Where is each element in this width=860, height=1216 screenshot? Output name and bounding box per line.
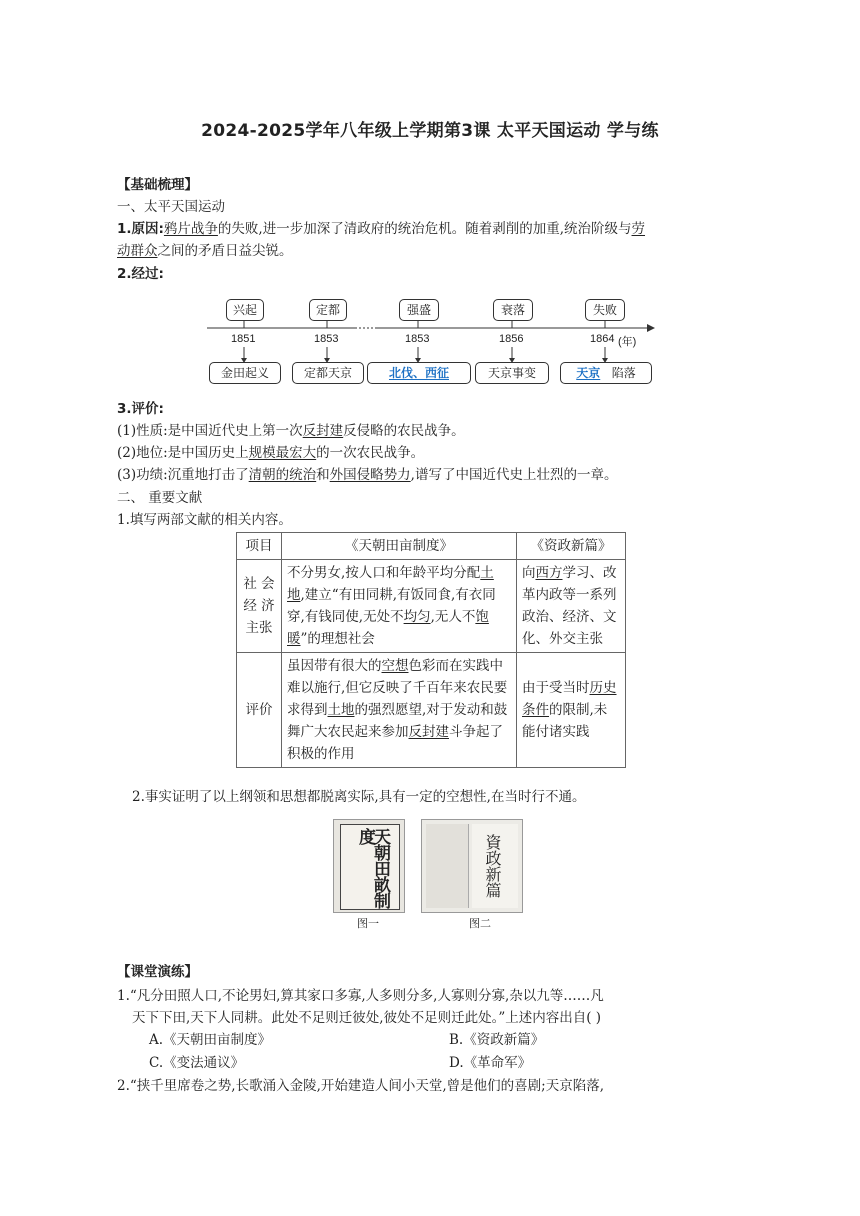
year-1853a: 1853 xyxy=(314,333,339,345)
answer-qing-rule: 清朝的统治 xyxy=(248,467,317,483)
cell-text: 学习、改革内政等一系列政治、经济、文化、外交主张 xyxy=(522,565,617,647)
question-1-line-2: 天下下田,天下人同耕。此处不足则迁彼处,彼处不足则迁此处。”上述内容出自( ) xyxy=(132,1010,602,1026)
year-1851: 1851 xyxy=(231,333,256,345)
figure-2-caption: 图二 xyxy=(469,917,491,930)
section-header-basics: 【基础梳理】 xyxy=(117,177,198,193)
q1-option-d: D.《革命军》 xyxy=(449,1055,532,1071)
figure-1-image xyxy=(333,819,405,913)
eval-achievement xyxy=(117,465,617,485)
question-1-line-1: 1.“凡分田照人口,不论男妇,算其家口多寡,人多则分多,人寡则分寡,杂以九等……凡 xyxy=(117,988,604,1004)
q1-option-a: A.《天朝田亩制度》 xyxy=(149,1032,272,1048)
table-header: 《天朝田亩制度》 xyxy=(282,533,517,560)
answer-land: 土地 xyxy=(287,565,494,603)
answer-north-west: 北伐、西征 xyxy=(388,366,449,380)
answer-foreign-forces: 外国侵略势力 xyxy=(329,467,411,483)
row-header-evaluation: 评价 xyxy=(237,653,282,768)
eval3-text-2: ,谱写了中国近代史上壮烈的一章。 xyxy=(410,467,618,483)
cell-text: ,无人不 xyxy=(430,609,476,625)
year-1864: 1864 xyxy=(590,333,615,345)
cell-text: 由于受当时 xyxy=(522,680,590,696)
event-jintian-uprising: 金田起义 xyxy=(209,362,281,384)
table-row xyxy=(237,560,626,653)
answer-laboring-masses-1: 劳 xyxy=(631,221,646,237)
part-heading-2: 二、 重要文献 xyxy=(117,490,203,506)
eval3-and: 和 xyxy=(316,467,330,483)
cell-text: 的强烈愿望,对于发动和鼓舞广大农民起来参加 xyxy=(287,702,508,740)
figure-1-caption: 图一 xyxy=(357,917,379,930)
year-unit: (年) xyxy=(618,336,637,348)
answer-laboring-masses-2: 动群众 xyxy=(117,243,158,259)
question-2-line-1: 2.“挟千里席卷之势,长歌涌入金陵,开始建造人间小天堂,曾是他们的喜剧;天京陷落, xyxy=(117,1078,604,1094)
cell-text: 向 xyxy=(522,565,536,581)
answer-utopian: 空想 xyxy=(381,658,409,674)
table-cell xyxy=(282,560,517,653)
answer-historical-conditions: 历史条件 xyxy=(522,680,617,718)
cause-line-2 xyxy=(117,241,293,261)
fact-line: 2.事实证明了以上纲领和思想都脱离实际,具有一定的空想性,在当时行不通。 xyxy=(132,789,586,805)
year-1856: 1856 xyxy=(499,333,524,345)
page-title: 2024-2025学年八年级上学期第3课 太平天国运动 学与练 xyxy=(201,121,659,141)
answer-land-2: 土地 xyxy=(327,702,355,718)
table-cell xyxy=(517,560,626,653)
eval2-text-2: 的一次农民战争。 xyxy=(316,445,425,461)
cell-text: 斗争起了积极的作用 xyxy=(287,724,503,762)
table-cell xyxy=(282,653,517,768)
event-capital-tianjing: 定都天京 xyxy=(292,362,364,384)
eval-status xyxy=(117,443,424,463)
answer-tianjing: 天京 xyxy=(576,366,601,380)
cause-text: 的失败,进一步加深了清政府的统治危机。随着剥削的加重,统治阶级与 xyxy=(217,221,632,237)
answer-largest-scale: 规模最宏大 xyxy=(248,445,317,461)
row-header-claims: 社 会经 济主张 xyxy=(237,560,282,653)
eval-nature xyxy=(117,421,465,441)
cell-text: 的限制,未能付诸实践 xyxy=(522,702,608,740)
section-header-practice: 【课堂演练】 xyxy=(117,964,198,980)
documents-table xyxy=(236,532,626,768)
figure-2-title: 資政新篇 xyxy=(483,834,502,898)
stage-decline: 衰落 xyxy=(493,299,533,321)
event-tianjing-fall xyxy=(560,362,652,384)
cell-text: 色彩而在实践中难以施行,但它反映了千百年来农民要求得到 xyxy=(287,658,508,718)
year-1853b: 1853 xyxy=(405,333,430,345)
cell-text: ”的理想社会 xyxy=(300,631,375,647)
fill-instruction: 1.填写两部文献的相关内容。 xyxy=(117,512,292,528)
stage-capital: 定都 xyxy=(309,299,347,321)
answer-west: 西方 xyxy=(535,565,563,581)
table-header-row xyxy=(237,533,626,560)
process-label: 2.经过: xyxy=(117,266,164,282)
cell-text: ,建立“有田同耕,有饭同食,有衣同穿,有钱同使,无处不 xyxy=(287,587,496,625)
answer-even: 均匀 xyxy=(403,609,431,625)
timeline xyxy=(207,297,655,387)
cause-label: 1.原因: xyxy=(117,221,164,237)
table-row xyxy=(237,653,626,768)
figure-2-image xyxy=(421,819,523,913)
answer-opium-war: 鸦片战争 xyxy=(163,221,218,237)
table-cell xyxy=(517,653,626,768)
eval-label: 3.评价: xyxy=(117,401,164,417)
part-heading-1: 一、太平天国运动 xyxy=(117,199,225,215)
cause-text-2: 之间的矛盾日益尖锐。 xyxy=(157,243,293,259)
answer-anti-feudal-2: 反封建 xyxy=(408,724,449,740)
cell-text: 虽因带有很大的 xyxy=(287,658,382,674)
event-tianjing-incident: 天京事变 xyxy=(475,362,549,384)
cause-line xyxy=(117,219,645,239)
eval2-text: (2)地位:是中国历史上 xyxy=(117,445,249,461)
stage-failure: 失败 xyxy=(585,299,625,321)
q1-option-c: C.《变法通议》 xyxy=(149,1055,245,1071)
fall-suffix: 陷落 xyxy=(611,366,636,380)
event-north-west xyxy=(367,362,471,384)
stage-rise: 兴起 xyxy=(226,299,264,321)
answer-warm-fed: 饱暖 xyxy=(287,609,489,647)
eval1-text-2: 反侵略的农民战争。 xyxy=(343,423,465,439)
table-header: 项目 xyxy=(237,533,282,560)
answer-anti-feudal: 反封建 xyxy=(302,423,344,439)
eval1-text: (1)性质:是中国近代史上第一次 xyxy=(117,423,303,439)
cell-text: 不分男女,按人口和年龄平均分配 xyxy=(287,565,481,581)
q1-option-b: B.《资政新篇》 xyxy=(449,1032,545,1048)
eval3-text: (3)功绩:沉重地打击了 xyxy=(117,467,249,483)
figure-1-title: 天朝田畝制度 xyxy=(355,828,390,908)
stage-peak: 强盛 xyxy=(399,299,439,321)
table-header: 《资政新篇》 xyxy=(517,533,626,560)
